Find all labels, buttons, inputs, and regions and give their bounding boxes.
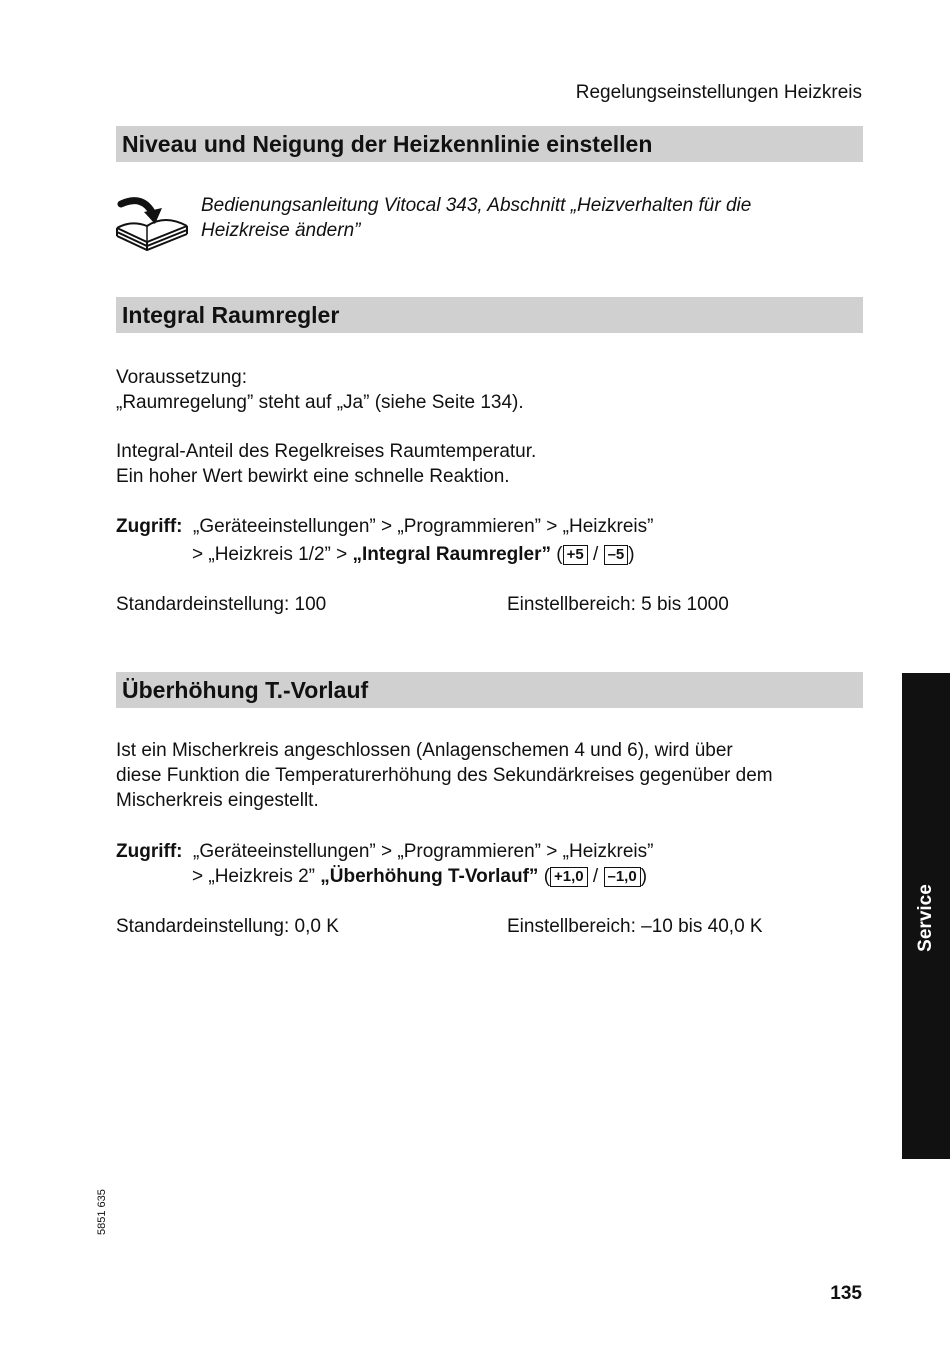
access-path-prefix: > „Heizkreis 1/2” > bbox=[192, 544, 353, 565]
access-path-block: Zugriff: „Geräteeinstellungen” > „Programmieren” > „Heizkreis” > „Heizkreis 1/2” > „Integral Raumregler” ( +5 / –5 ) bbox=[116, 516, 654, 565]
section-heading-bar bbox=[116, 672, 863, 708]
section-title-ueberhoehung: Überhöhung T.-Vorlauf bbox=[122, 677, 369, 703]
description-line: Ist ein Mischerkreis angeschlossen (Anlagenschemen 4 und 6), wird über bbox=[116, 740, 733, 761]
description-block bbox=[116, 439, 536, 489]
prerequisite-label: Voraussetzung: bbox=[116, 367, 247, 388]
description-line: diese Funktion die Temperaturerhöhung des Sekundärkreises gegenüber dem bbox=[116, 765, 773, 786]
default-setting: Standardeinstellung: 100 bbox=[116, 594, 327, 615]
section-title-integral-raumregler: Integral Raumregler bbox=[122, 302, 340, 328]
reference-line: Bedienungsanleitung Vitocal 343, Abschnitt „Heizverhalten für die bbox=[201, 195, 752, 216]
prerequisite-block bbox=[116, 365, 524, 415]
description-line: Ein hoher Wert bewirkt eine schnelle Reaktion. bbox=[116, 466, 510, 487]
access-path-line: „Geräteeinstellungen” > „Programmieren” > „Heizkreis” bbox=[193, 841, 654, 862]
increase-key: +5 bbox=[563, 545, 588, 565]
setting-range: Einstellbereich: 5 bis 1000 bbox=[507, 594, 729, 615]
access-label: Zugriff: bbox=[116, 841, 183, 862]
description-line: Mischerkreis eingestellt. bbox=[116, 790, 319, 811]
side-tab-label: Service bbox=[915, 884, 936, 952]
increase-key: +1,0 bbox=[550, 867, 588, 887]
reference-note bbox=[201, 193, 751, 243]
section-heading-bar bbox=[116, 126, 863, 162]
document-number: 5851 635 bbox=[96, 1189, 108, 1235]
decrease-key: –1,0 bbox=[604, 867, 641, 887]
access-path-prefix: > „Heizkreis 2” bbox=[192, 866, 321, 887]
section-heading-bar bbox=[116, 297, 863, 333]
prerequisite-text: „Raumregelung” steht auf „Ja” (siehe Seite 134). bbox=[116, 392, 524, 413]
access-path-block: Zugriff: „Geräteeinstellungen” > „Programmieren” > „Heizkreis” > „Heizkreis 2” „Überhöhung T-Vorlauf” ( +1,0 / –1,0 ) bbox=[116, 841, 654, 887]
access-path-line: „Geräteeinstellungen” > „Programmieren” > „Heizkreis” bbox=[193, 516, 654, 537]
default-setting: Standardeinstellung: 0,0 K bbox=[116, 916, 339, 937]
access-label: Zugriff: bbox=[116, 516, 183, 537]
book-reference-icon bbox=[113, 192, 191, 254]
setting-range: Einstellbereich: –10 bis 40,0 K bbox=[507, 916, 763, 937]
side-tab-service bbox=[902, 673, 950, 1159]
description-line: Integral-Anteil des Regelkreises Raumtemperatur. bbox=[116, 441, 537, 462]
decrease-key: –5 bbox=[604, 545, 629, 565]
page-number: 135 bbox=[830, 1283, 862, 1304]
reference-line: Heizkreise ändern” bbox=[201, 220, 361, 241]
section-title-heizkennlinie: Niveau und Neigung der Heizkennlinie einstellen bbox=[122, 131, 653, 157]
menu-item-name: „Integral Raumregler” bbox=[352, 544, 551, 565]
running-header: Regelungseinstellungen Heizkreis bbox=[575, 82, 862, 103]
menu-item-name: „Überhöhung T-Vorlauf” bbox=[320, 866, 539, 887]
description-block bbox=[116, 738, 773, 813]
